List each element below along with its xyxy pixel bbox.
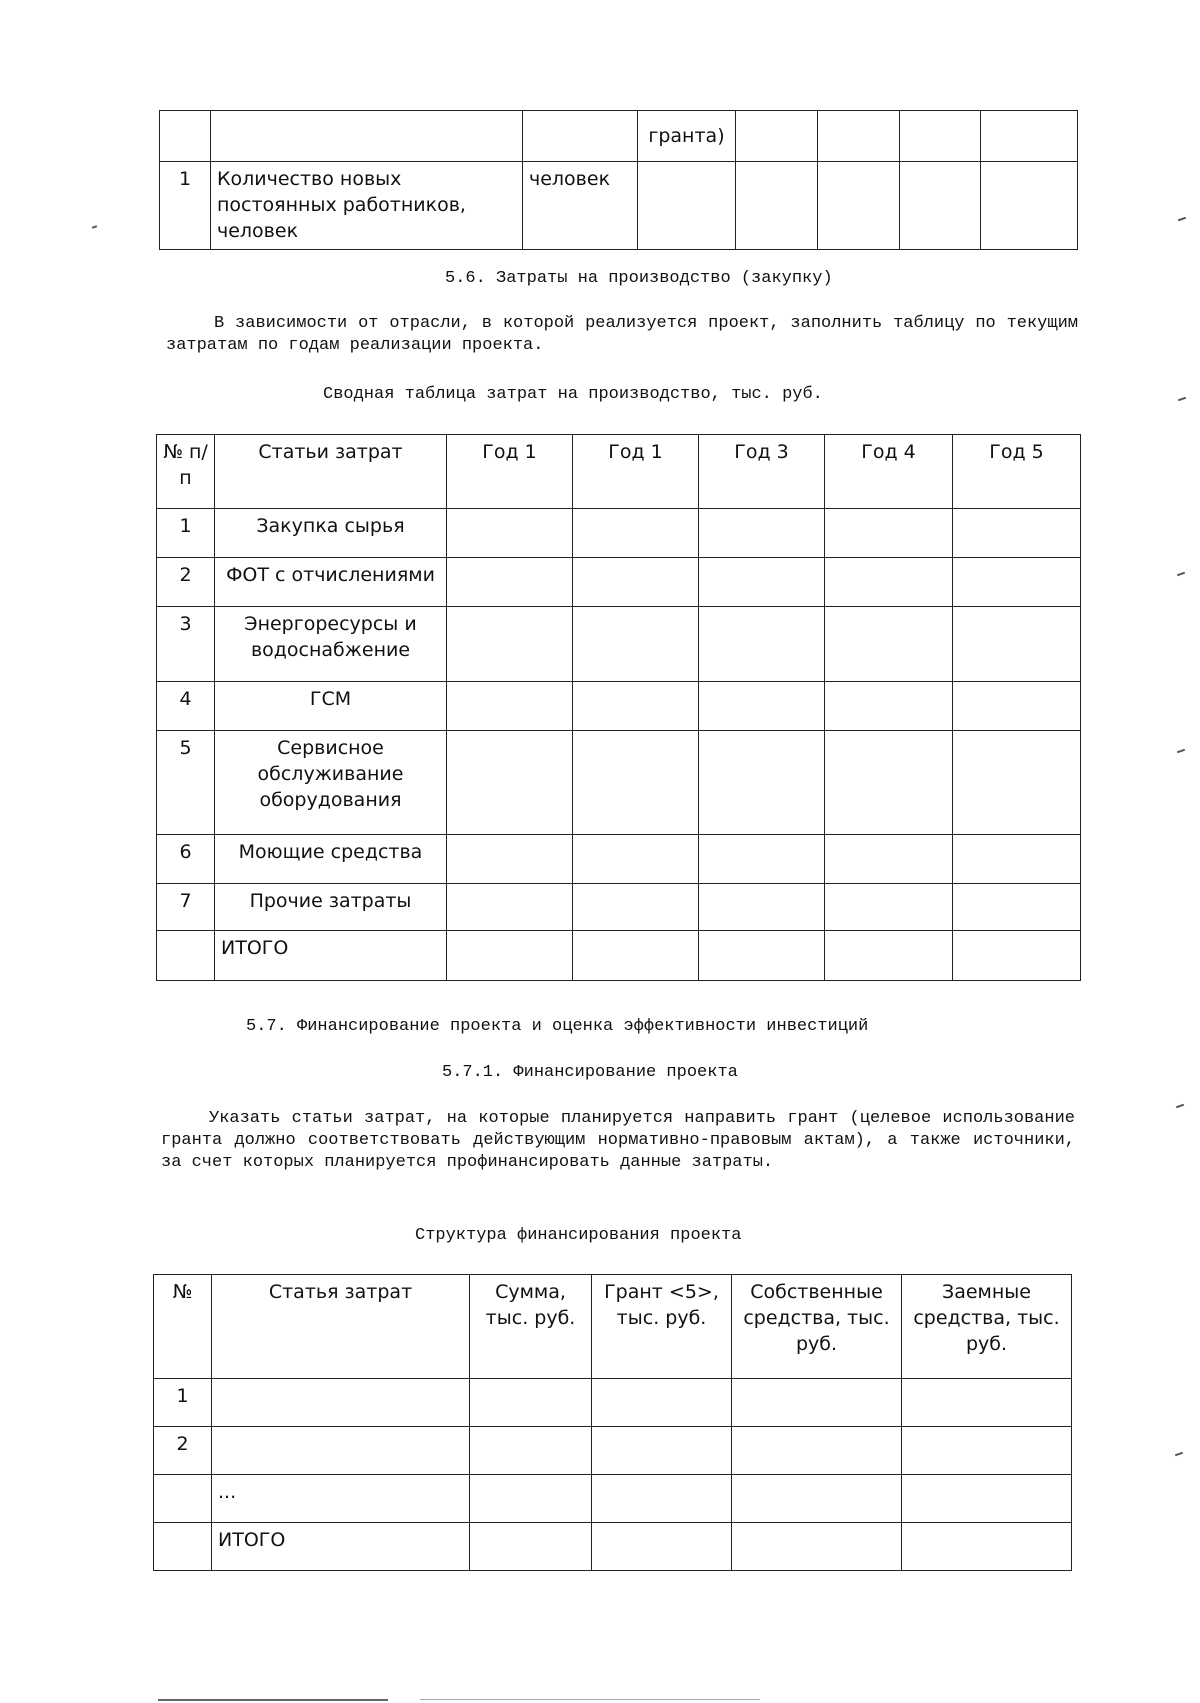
- scan-mark: [1178, 397, 1186, 402]
- scan-mark: [1178, 217, 1186, 222]
- column-header: Год 3: [699, 435, 825, 509]
- cost-item-name: Закупка сырья: [215, 509, 447, 558]
- row-number: 2: [157, 558, 215, 607]
- scan-edge-line: [158, 1699, 388, 1701]
- row-number: [154, 1475, 212, 1523]
- cost-item-name: Энергоресурсы и водоснабжение: [215, 607, 447, 682]
- scan-mark: [1177, 572, 1185, 577]
- column-header: №: [154, 1275, 212, 1379]
- column-header: Год 5: [953, 435, 1081, 509]
- cost-item-name: [212, 1427, 470, 1475]
- total-row: [154, 1523, 1072, 1571]
- cost-item-name: Сервисное обслуживание оборудования: [215, 731, 447, 835]
- section-heading-5-7: 5.7. Финансирование проекта и оценка эффективности инвестиций: [246, 1017, 869, 1036]
- unit-cell: человек: [523, 162, 638, 250]
- table-header-row: [154, 1275, 1072, 1379]
- cost-item-name: [212, 1379, 470, 1427]
- cost-item-name: ФОТ с отчислениями: [215, 558, 447, 607]
- scan-edge-line: [420, 1699, 760, 1700]
- table-row: [157, 835, 1081, 884]
- row-number: 6: [157, 835, 215, 884]
- cost-item-name: Прочие затраты: [215, 884, 447, 931]
- column-header: Год 4: [825, 435, 953, 509]
- section-heading-5-7-1: 5.7.1. Финансирование проекта: [442, 1063, 738, 1082]
- table-row: [160, 111, 1078, 162]
- total-label: ИТОГО: [215, 931, 447, 981]
- row-number: 1: [157, 509, 215, 558]
- financing-table-title: Структура финансирования проекта: [415, 1226, 742, 1245]
- row-number: 3: [157, 607, 215, 682]
- cost-item-name: ГСМ: [215, 682, 447, 731]
- column-header: Год 1: [447, 435, 573, 509]
- total-row: [157, 931, 1081, 981]
- table-row: [157, 884, 1081, 931]
- row-number: 1: [154, 1379, 212, 1427]
- table-row: [160, 162, 1078, 250]
- table-row: [157, 509, 1081, 558]
- total-label: ИТОГО: [212, 1523, 470, 1571]
- section-5-7-intro: Указать статьи затрат, на которые планируется направить грант (целевое использование гранта должно соответствовать действующим нормативно-правовым актам), а также источники, за счет которых планируется профинансировать данные затраты.: [161, 1109, 1075, 1172]
- column-header: Грант <5>, тыс. руб.: [592, 1275, 732, 1379]
- indicator-name: Количество новых постоянных работников, человек: [211, 162, 523, 250]
- cost-item-name: Моющие средства: [215, 835, 447, 884]
- table-row: [157, 558, 1081, 607]
- column-header: Заемные средства, тыс. руб.: [902, 1275, 1072, 1379]
- column-header: Год 1: [573, 435, 699, 509]
- table-cell: гранта): [638, 111, 736, 162]
- table-row: [157, 607, 1081, 682]
- table-header-row: [157, 435, 1081, 509]
- table-row: [154, 1475, 1072, 1523]
- row-number: 5: [157, 731, 215, 835]
- column-header: Собственные средства, тыс. руб.: [732, 1275, 902, 1379]
- row-number: 2: [154, 1427, 212, 1475]
- section-5-6-intro: В зависимости от отрасли, в которой реализуется проект, заполнить таблицу по текущим затратам по годам реализации проекта.: [166, 314, 1078, 355]
- scan-mark: [1177, 749, 1185, 754]
- table-row: [154, 1427, 1072, 1475]
- table-row: [157, 731, 1081, 835]
- column-header: Статья затрат: [212, 1275, 470, 1379]
- row-number: 1: [160, 162, 211, 250]
- column-header: Сумма, тыс. руб.: [470, 1275, 592, 1379]
- scan-mark: [1176, 1104, 1184, 1109]
- employees-table: [159, 110, 1078, 250]
- production-table-title: Сводная таблица затрат на производство, тыс. руб.: [323, 385, 823, 404]
- scan-mark: [1175, 1452, 1183, 1457]
- row-number: [157, 931, 215, 981]
- row-number: 4: [157, 682, 215, 731]
- production-costs-table: [156, 434, 1081, 981]
- table-row: [154, 1379, 1072, 1427]
- row-number: 7: [157, 884, 215, 931]
- scan-mark: [92, 225, 97, 229]
- row-number: [154, 1523, 212, 1571]
- cost-item-name: ...: [212, 1475, 470, 1523]
- column-header: Статьи затрат: [215, 435, 447, 509]
- column-header: № п/п: [157, 435, 215, 509]
- financing-structure-table: [153, 1274, 1072, 1571]
- section-heading-5-6: 5.6. Затраты на производство (закупку): [445, 269, 833, 288]
- table-row: [157, 682, 1081, 731]
